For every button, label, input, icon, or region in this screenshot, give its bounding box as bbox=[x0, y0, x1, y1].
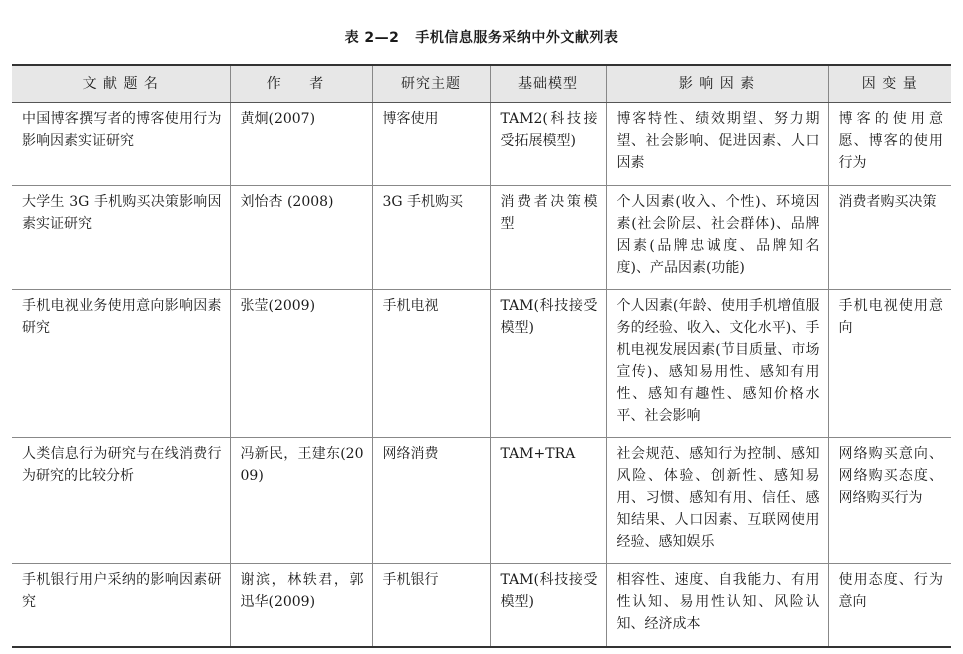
cell-factors: 相容性、速度、自我能力、有用性认知、易用性认知、风险认知、经济成本 bbox=[606, 563, 828, 647]
cell-factors: 博客特性、绩效期望、努力期望、社会影响、促进因素、人口因素 bbox=[606, 102, 828, 185]
table-row bbox=[12, 437, 951, 563]
table-header-row bbox=[12, 65, 951, 102]
cell-author: 张莹(2009) bbox=[230, 289, 372, 437]
table-title: 手机信息服务采纳中外文献列表 bbox=[415, 30, 619, 46]
table-row bbox=[12, 563, 951, 647]
cell-topic: 网络消费 bbox=[372, 437, 490, 563]
cell-model: TAM(科技接受模型) bbox=[490, 563, 606, 647]
cell-dependent-variable: 博客的使用意愿、博客的使用行为 bbox=[828, 102, 951, 185]
cell-dependent-variable: 使用态度、行为意向 bbox=[828, 563, 951, 647]
cell-dependent-variable: 网络购买意向、网络购买态度、网络购买行为 bbox=[828, 437, 951, 563]
cell-author: 黄炯(2007) bbox=[230, 102, 372, 185]
cell-author: 刘怡杏 (2008) bbox=[230, 185, 372, 289]
header-author: 作 者 bbox=[230, 65, 372, 102]
cell-model: TAM+TRA bbox=[490, 437, 606, 563]
cell-title: 人类信息行为研究与在线消费行为研究的比较分析 bbox=[12, 437, 230, 563]
cell-factors: 社会规范、感知行为控制、感知风险、体验、创新性、感知易用、习惯、感知有用、信任、感知结果、人口因素、互联网使用经验、感知娱乐 bbox=[606, 437, 828, 563]
cell-topic: 手机银行 bbox=[372, 563, 490, 647]
literature-table bbox=[12, 64, 951, 648]
table-row bbox=[12, 185, 951, 289]
cell-factors: 个人因素(年龄、使用手机增值服务的经验、收入、文化水平)、手机电视发展因素(节目质量、市场宣传)、感知易用性、感知有用性、感知有趣性、感知价格水平、社会影响 bbox=[606, 289, 828, 437]
cell-title: 大学生 3G 手机购买决策影响因素实证研究 bbox=[12, 185, 230, 289]
header-dependent-variable: 因 变 量 bbox=[828, 65, 951, 102]
cell-model: 消费者决策模型 bbox=[490, 185, 606, 289]
table-caption bbox=[0, 27, 963, 47]
cell-topic: 手机电视 bbox=[372, 289, 490, 437]
cell-dependent-variable: 消费者购买决策 bbox=[828, 185, 951, 289]
table-row bbox=[12, 102, 951, 185]
cell-author: 冯新民，王建东(2009) bbox=[230, 437, 372, 563]
table-row bbox=[12, 289, 951, 437]
cell-model: TAM(科技接受模型) bbox=[490, 289, 606, 437]
header-model: 基础模型 bbox=[490, 65, 606, 102]
cell-topic: 博客使用 bbox=[372, 102, 490, 185]
cell-title: 手机电视业务使用意向影响因素研究 bbox=[12, 289, 230, 437]
header-title: 文 献 题 名 bbox=[12, 65, 230, 102]
cell-title: 中国博客撰写者的博客使用行为影响因素实证研究 bbox=[12, 102, 230, 185]
header-topic: 研究主题 bbox=[372, 65, 490, 102]
cell-model: TAM2(科技接受拓展模型) bbox=[490, 102, 606, 185]
cell-author: 谢滨，林轶君，郭迅华(2009) bbox=[230, 563, 372, 647]
header-factors: 影 响 因 素 bbox=[606, 65, 828, 102]
cell-title: 手机银行用户采纳的影响因素研究 bbox=[12, 563, 230, 647]
cell-topic: 3G 手机购买 bbox=[372, 185, 490, 289]
table-number: 表 2—2 bbox=[344, 30, 400, 46]
cell-factors: 个人因素(收入、个性)、环境因素(社会阶层、社会群体)、品牌因素(品牌忠诚度、品牌知名度)、产品因素(功能) bbox=[606, 185, 828, 289]
cell-dependent-variable: 手机电视使用意向 bbox=[828, 289, 951, 437]
